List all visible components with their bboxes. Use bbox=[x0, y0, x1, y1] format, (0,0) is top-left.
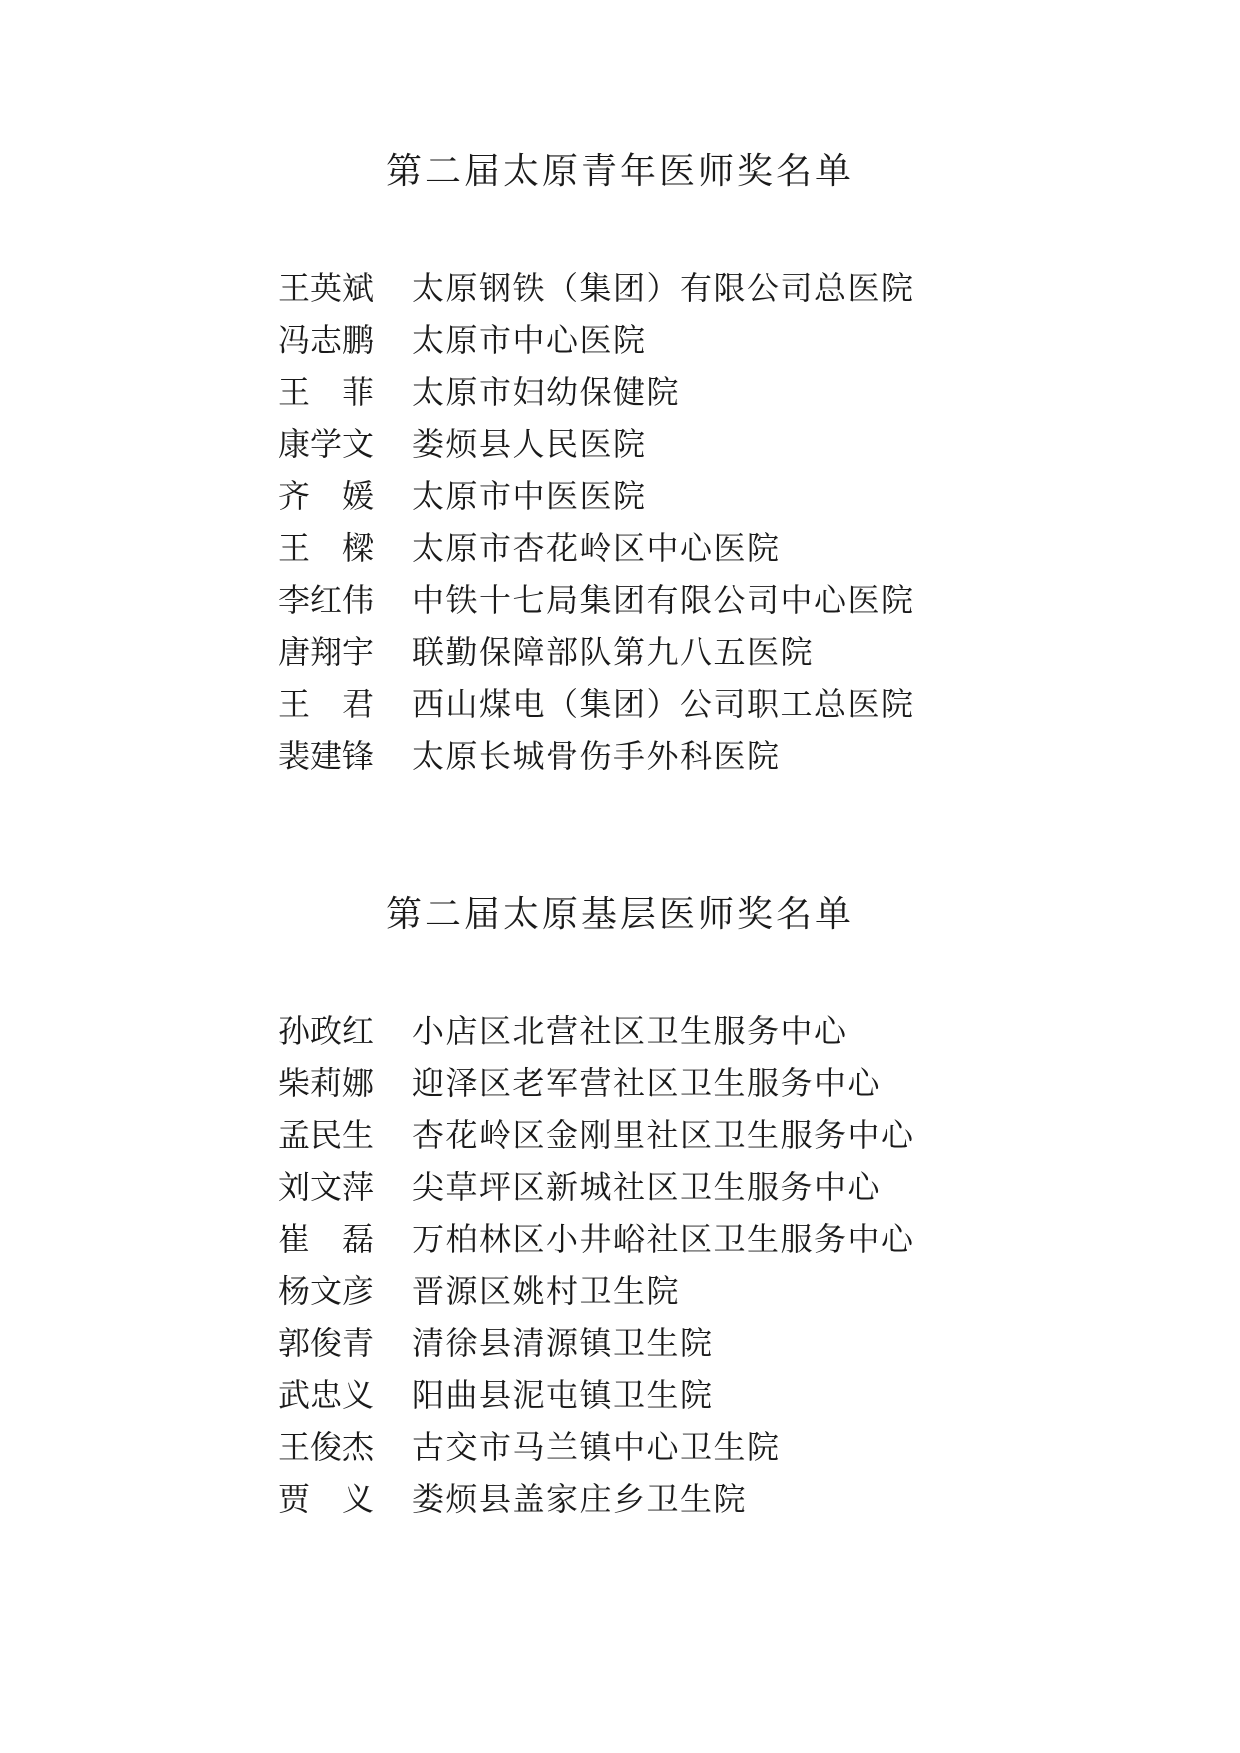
page-title: 第二届太原青年医师奖名单 bbox=[385, 151, 854, 192]
list-item bbox=[278, 678, 915, 730]
awardee-unit: 古交市马兰镇中心卫生院 bbox=[412, 1428, 781, 1466]
awardee-unit: 杏花岭区金刚里社区卫生服务中心 bbox=[412, 1116, 915, 1154]
awardee-unit: 阳曲县泥屯镇卫生院 bbox=[412, 1376, 714, 1414]
section-title: 第二届太原基层医师奖名单 bbox=[385, 894, 854, 935]
list-item bbox=[278, 1317, 915, 1369]
list-item bbox=[278, 262, 915, 314]
awardee-unit: 迎泽区老军营社区卫生服务中心 bbox=[412, 1064, 882, 1102]
awardee-name: 王 君 bbox=[278, 685, 374, 723]
list-item bbox=[278, 1057, 915, 1109]
list-item bbox=[278, 1161, 915, 1213]
list-item bbox=[278, 1421, 915, 1473]
award-list bbox=[278, 1005, 915, 1525]
list-item bbox=[278, 1005, 915, 1057]
list-item bbox=[278, 626, 915, 678]
awardee-name: 王英斌 bbox=[278, 269, 375, 307]
awardee-unit: 太原市中心医院 bbox=[412, 321, 647, 359]
awardee-unit: 太原长城骨伤手外科医院 bbox=[412, 737, 781, 775]
awardee-name: 李红伟 bbox=[278, 581, 375, 619]
list-item bbox=[278, 1265, 915, 1317]
awardee-name: 孟民生 bbox=[278, 1116, 375, 1154]
award-list bbox=[278, 262, 915, 782]
awardee-unit: 西山煤电（集团）公司职工总医院 bbox=[412, 685, 915, 723]
list-item bbox=[278, 418, 915, 470]
awardee-name: 武忠义 bbox=[278, 1376, 375, 1414]
awardee-name: 杨文彦 bbox=[278, 1272, 375, 1310]
list-item bbox=[278, 1109, 915, 1161]
awardee-unit: 尖草坪区新城社区卫生服务中心 bbox=[412, 1168, 882, 1206]
list-item bbox=[278, 730, 915, 782]
list-item bbox=[278, 470, 915, 522]
awardee-unit: 联勤保障部队第九八五医院 bbox=[412, 633, 815, 671]
list-item bbox=[278, 1369, 915, 1421]
awardee-unit: 娄烦县盖家庄乡卫生院 bbox=[412, 1480, 748, 1518]
awardee-unit: 万柏林区小井峪社区卫生服务中心 bbox=[412, 1220, 915, 1258]
awardee-name: 王 菲 bbox=[278, 373, 374, 411]
awardee-name: 唐翔宇 bbox=[278, 633, 375, 671]
list-item bbox=[278, 314, 915, 366]
awardee-unit: 小店区北营社区卫生服务中心 bbox=[412, 1012, 848, 1050]
awardee-name: 康学文 bbox=[278, 425, 375, 463]
awardee-name: 贾 义 bbox=[278, 1480, 374, 1518]
awardee-unit: 中铁十七局集团有限公司中心医院 bbox=[412, 581, 915, 619]
awardee-name: 裴建锋 bbox=[278, 737, 375, 775]
awardee-unit: 太原钢铁（集团）有限公司总医院 bbox=[412, 269, 915, 307]
awardee-unit: 太原市杏花岭区中心医院 bbox=[412, 529, 781, 567]
list-item bbox=[278, 366, 915, 418]
awardee-unit: 太原市中医医院 bbox=[412, 477, 647, 515]
awardee-name: 王 樑 bbox=[278, 529, 374, 567]
list-item bbox=[278, 1473, 915, 1525]
awardee-unit: 娄烦县人民医院 bbox=[412, 425, 647, 463]
awardee-name: 齐 媛 bbox=[278, 477, 374, 515]
awardee-unit: 清徐县清源镇卫生院 bbox=[412, 1324, 714, 1362]
awardee-name: 冯志鹏 bbox=[278, 321, 375, 359]
awardee-name: 刘文萍 bbox=[278, 1168, 375, 1206]
list-item bbox=[278, 522, 915, 574]
awardee-name: 王俊杰 bbox=[278, 1428, 375, 1466]
awardee-unit: 太原市妇幼保健院 bbox=[412, 373, 681, 411]
awardee-name: 郭俊青 bbox=[278, 1324, 375, 1362]
awardee-name: 崔 磊 bbox=[278, 1220, 374, 1258]
list-item bbox=[278, 574, 915, 626]
awardee-name: 孙政红 bbox=[278, 1012, 375, 1050]
list-item bbox=[278, 1213, 915, 1265]
awardee-unit: 晋源区姚村卫生院 bbox=[412, 1272, 681, 1310]
awardee-name: 柴莉娜 bbox=[278, 1064, 375, 1102]
